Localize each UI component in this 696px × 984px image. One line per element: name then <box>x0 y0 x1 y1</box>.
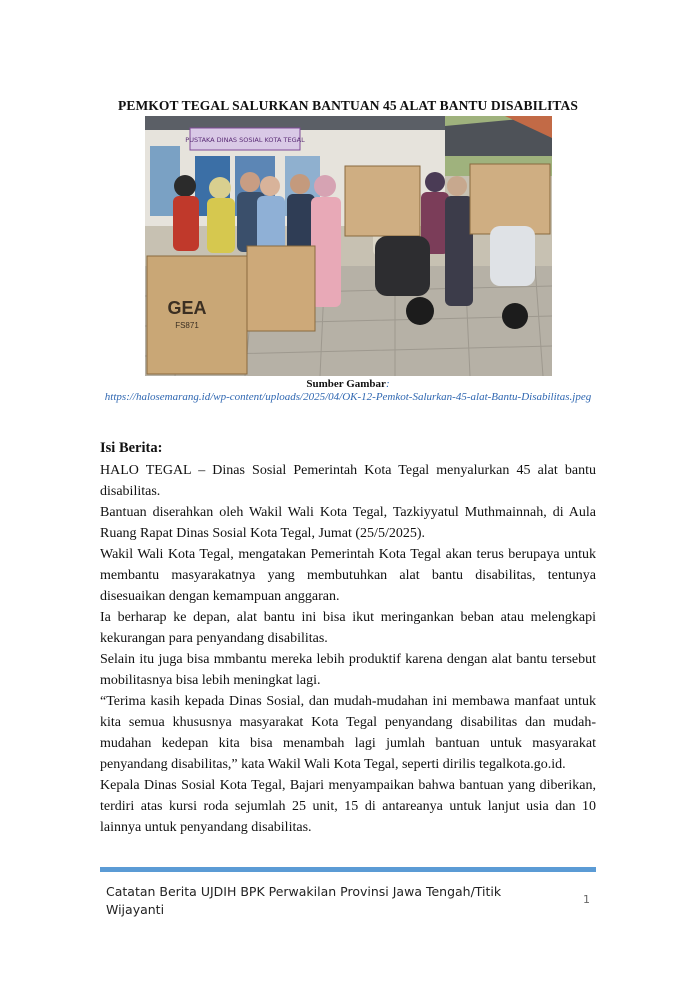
content-paragraph: Wakil Wali Kota Tegal, mengatakan Pemerintah Kota Tegal akan terus berupaya untuk membantu masyarakatnya yang membutuhkan alat bantu disabilitas, tentunya disesuaikan dengan kemampuan anggaran. <box>100 547 596 604</box>
page-number: 1 <box>583 893 590 906</box>
news-title: PEMKOT TEGAL SALURKAN BANTUAN 45 ALAT BANTU DISABILITAS <box>118 98 578 113</box>
photo-box-brand: GEA <box>167 298 207 318</box>
footer-text: Catatan Berita UJDIH BPK Perwakilan Provinsi Jawa Tengah/Titik Wijayanti <box>106 884 502 917</box>
content-heading: Isi Berita: <box>100 440 163 456</box>
caption-url[interactable]: https://halosemarang.id/wp-content/uploads/2025/04/OK-12-Pemkot-Salurkan-45-alat-Bantu-Disabilitas.jpeg <box>104 391 592 403</box>
content-paragraph: Selain itu juga bisa mmbantu mereka lebih produktif karena dengan alat bantu tersebut mobilitasnya bisa lebih meningkat lagi. <box>100 652 596 688</box>
caption-colon: : <box>385 378 390 390</box>
content-paragraph: Kepala Dinas Sosial Kota Tegal, Bajari menyampaikan bahwa bantuan yang diberikan, terdiri atas kursi roda sejumlah 25 unit, 15 di antareanya untuk lanjut usia dan 10 lainnya untuk penyandang disabilitas. <box>100 778 596 835</box>
content-paragraph: “Terima kasih kepada Dinas Sosial, dan mudah-mudahan ini membawa manfaat untuk kita semua khususnya masyarakat Kota Tegal penyandang disabilitas dan mudah-mudahan kedepan kita bisa menambah lagi jumlah bantuan untuk masyarakat penyandang disabilitas,” kata Wakil Wali Kota Tegal, seperti dirilis tegalkota.go.id. <box>100 694 596 772</box>
photo-caption <box>100 378 596 404</box>
content-paragraph: Bantuan diserahkan oleh Wakil Wali Kota Tegal, Tazkiyyatul Muthmainnah, di Aula Ruang Rapat Dinas Sosial Kota Tegal, Jumat (25/5/2025). <box>100 505 596 541</box>
news-photo <box>145 116 552 376</box>
news-content <box>100 438 596 838</box>
footer-divider <box>100 867 596 872</box>
content-paragraph: Ia berharap ke depan, alat bantu ini bisa ikut meringankan beban atau melengkapi kekurangan para penyandang disabilitas. <box>100 610 596 646</box>
caption-label: Sumber Gambar <box>306 378 386 390</box>
news-photo-illustration <box>145 116 552 376</box>
content-paragraph: HALO TEGAL – Dinas Sosial Pemerintah Kota Tegal menyalurkan 45 alat bantu disabilitas. <box>100 463 596 499</box>
photo-box-model: FS871 <box>175 321 199 330</box>
photo-banner-text: PUSTAKA DINAS SOSIAL KOTA TEGAL <box>185 136 305 144</box>
